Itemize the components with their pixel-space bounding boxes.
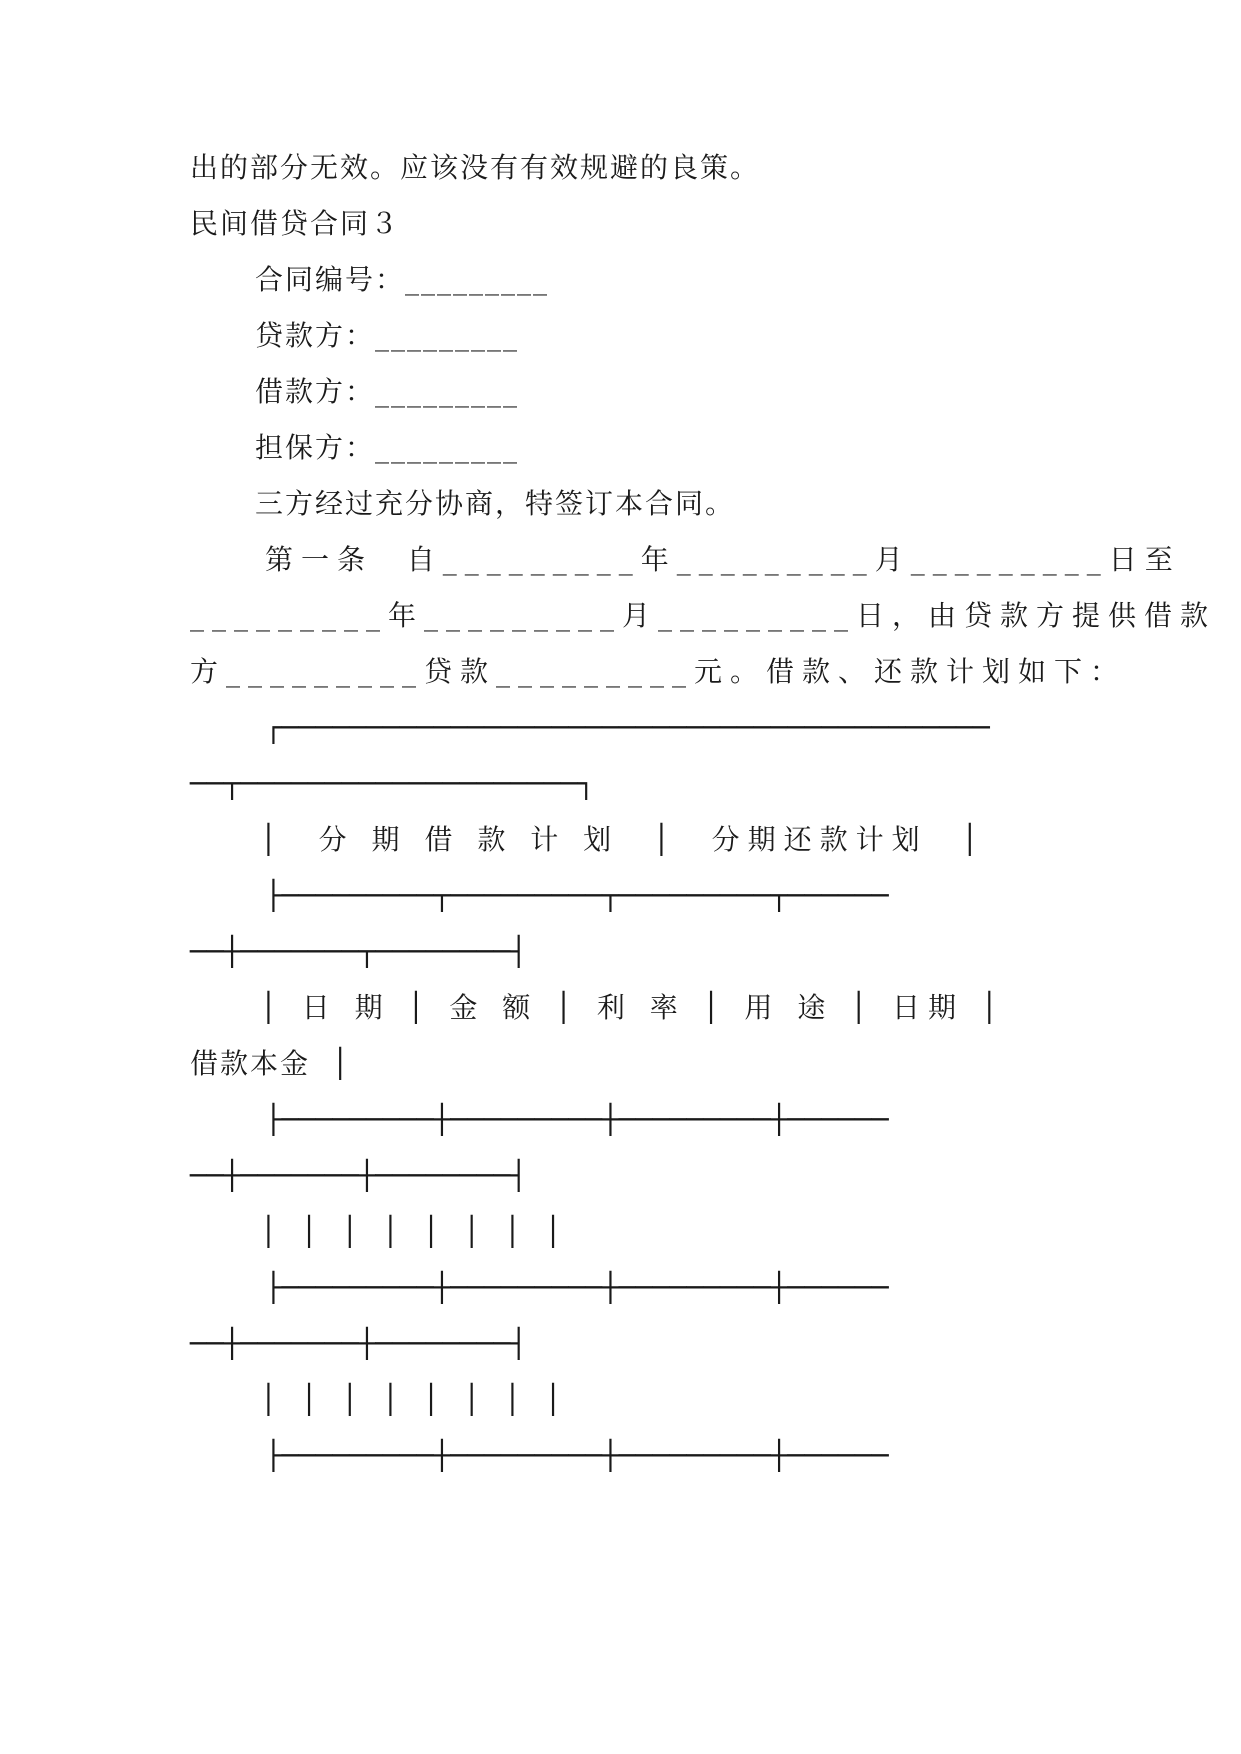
article-one-line: 第一条 自_________年_________月_________日至 [265, 543, 1181, 576]
table-column-header-row: │ 日 期 │ 金 额 │ 利 率 │ 用 途 │ 日期 │ [260, 991, 1006, 1024]
table-border-line: ├─────────┬─────────┬─────────┬────── [265, 879, 889, 912]
article-one-line: 方_________贷款_________元。借款、还款计划如下： [190, 655, 1127, 688]
paragraph-line: 三方经过充分协商，特签订本合同。 [255, 487, 736, 520]
table-border-line: ──┼───────┬────────┤ [190, 935, 528, 968]
table-border-line: ──┬────────────────────┐ [190, 767, 595, 800]
table-border-line: ├─────────┼─────────┼─────────┼────── [265, 1439, 889, 1472]
paragraph-line: 出的部分无效。应该没有有效规避的良策。 [190, 151, 761, 184]
table-column-header-row: 借款本金 │ [190, 1047, 351, 1080]
borrower-line: 借款方：_________ [255, 375, 520, 408]
section-title: 民间借贷合同３ [190, 207, 401, 240]
table-border-line: ├─────────┼─────────┼─────────┼────── [265, 1271, 889, 1304]
lender-line: 贷款方：_________ [255, 319, 520, 352]
contract-number-line: 合同编号：_________ [255, 263, 550, 296]
table-border-line: ──┼───────┼────────┤ [190, 1327, 528, 1360]
table-row: │ │ │ │ │ │ │ │ [260, 1215, 564, 1248]
guarantor-line: 担保方：_________ [255, 431, 520, 464]
table-header-row: │ 分 期 借 款 计 划 │ 分期还款计划 │ [260, 823, 987, 856]
table-border-line: ┌────────────────────────────────────────── [265, 711, 990, 744]
table-row: │ │ │ │ │ │ │ │ [260, 1383, 564, 1416]
table-border-line: ├─────────┼─────────┼─────────┼────── [265, 1103, 889, 1136]
table-border-line: ──┼───────┼────────┤ [190, 1159, 528, 1192]
article-one-line: _________年_________月_________日，由贷款方提供借款 [190, 599, 1217, 632]
